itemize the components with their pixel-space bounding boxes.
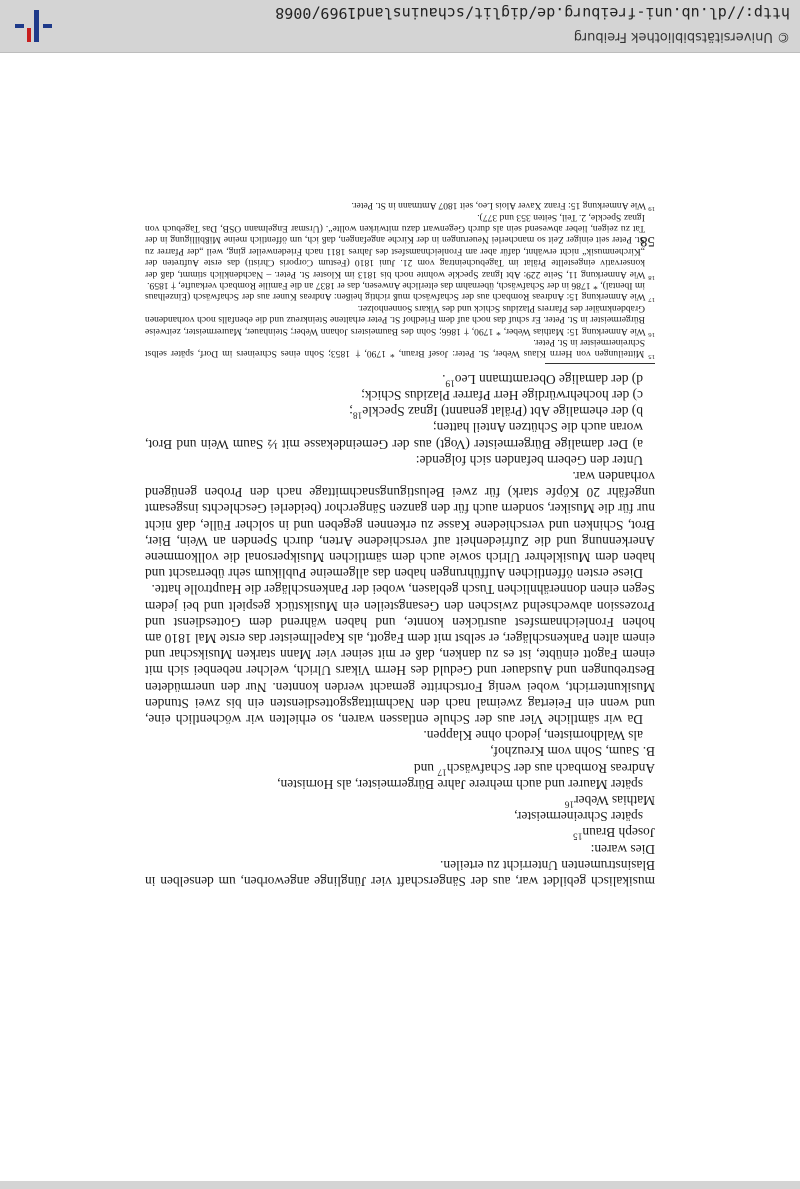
musician-role: als Waldhornisten, jedoch ohne Klappen.	[423, 728, 643, 744]
list-item	[145, 759, 655, 775]
intro-paragraph: musikalisch gebildet war, aus der Sängerschaft vier Jünglinge angeworben, um denselben in Blasinstrumenten Unterricht zu erteilen.	[145, 857, 655, 889]
footnote-ref: 17	[437, 766, 447, 777]
footnote-number: 18	[648, 273, 655, 281]
donor-text: b) der ehemalige Abt (Prälat genannt) Ignaz Speckle	[362, 404, 643, 420]
copyright-text: © Universitätsbibliothek Freiburg	[573, 29, 790, 44]
permalink-url[interactable]: http://dl.ub.uni-freiburg.de/diglit/schauinsland1969/0068	[275, 4, 790, 22]
musician-name: B. Saum, Sohn vom Kreuzhof,	[490, 744, 655, 760]
musician-role: später Schreinermeister,	[514, 809, 643, 825]
footnote-number: 16	[648, 330, 655, 338]
musician-role: und	[413, 760, 438, 776]
donor-text: d) der damalige Oberamtmann Leo	[454, 371, 643, 387]
viewer-footer-bar	[0, 0, 800, 53]
donor-text: c) der hochehrwürdige Herr Pfarrer Plazidus Schick;	[361, 387, 643, 403]
footnote	[145, 302, 655, 336]
musician-name: Mathias Weber	[574, 792, 655, 808]
scanned-page	[145, 200, 655, 889]
dies-waren: Dies waren:	[590, 841, 655, 857]
body-text	[145, 371, 655, 890]
list-item	[145, 371, 655, 387]
donor-list	[145, 371, 655, 452]
viewer-bottom-strip	[0, 1181, 800, 1189]
donor-text: a) Der damalige Bürgermeister (Vogt) aus der Gemeindekasse mit ½ Saum Wein und Brot, woran auch die Schützen Anteil hatten;	[145, 420, 643, 452]
donor-tail: ;	[349, 404, 353, 420]
paragraph-2: Diese ersten öffentlichen Aufführungen haben das allgemeine Publikum sehr überrascht und haben dem Musiklehrer Ulrich sowie auch dem sämtlichen Musikpersonal die vollkommene Anerkennung und die Zufriedenheit auf verschiedene Arten, durch Spenden an Wein, Bier, Brot, Schinken und verschiedene Kasse zu erkennen gegeben und in solcher Fülle, daß nicht nur für die Musiker, sondern auch für den ganzen Sängerchor (beiderlei Geschlechts insgesamt ungefähr 20 Köpfe stark) für zwei Belustigungsnachmittage nach den Proben genügend vorhanden war.	[145, 468, 655, 582]
musician-role: später Maurer und auch mehrere Jahre Bürgermeister, als Hornisten,	[277, 776, 643, 792]
list-item	[145, 776, 655, 808]
footnote-ref: 18	[352, 409, 363, 420]
footnote-text: Wie Anmerkung 15: Mathias Weber, * 1790, † 1866; Sohn des Baumeisters Johann Weber; Steinhauer, Maurermeister, zeitweise Bürgermeister in St. Peter. Er schuf das noch auf dem Friedhof St. Peter erhaltene Steinkreuz und die ebenfalls noch vorhandenen Grabdenkmäler des Pfarrers Plazidus Schick und des Vikars Sonnenholzer.	[145, 302, 649, 337]
footnote	[145, 337, 655, 360]
footnote-number: 15	[648, 353, 655, 361]
footnote-rule	[545, 364, 655, 365]
musician-name: Joseph Braun	[582, 825, 655, 841]
paragraph-1: Da wir sämtliche Vier aus der Schule entlassen waren, so erhielten wir wöchentlich eine, und wenn ein Feiertag zweimal nach den Nachmittagsgottesdiensten ein bis zwei Stunden Musikunterricht, wobei wenig Fortschritte gemacht werden konnten. Nur den unermüdeten Bestrebungen und Ausdauer und Geduld des Herrn Vikars Ulrich, welcher nebenbei sich mit einem Fagott einübte, ist es zu danken, daß er mit seiner vier Mann starken Musikschar und einem alten Pankenschläger, er selbst mit dem Fagott, als Kapellmeister das erste Mal 1810 am hohen Fronleichnamsfest ausrücken konnte, und haben während dem Gottesdienst und Prozession abwechselnd zwischen den Gesangsteilen ein Musikstück gespielt und bei jedem Segen einen donnerähnlichen Tusch geblasen, wobei der Pankenschläger die Hauptrolle hatte.	[145, 582, 655, 727]
donor-tail: .	[442, 371, 446, 387]
footnote-number: 19	[648, 205, 655, 213]
list-item	[145, 387, 655, 403]
footnote-ref: 16	[564, 798, 575, 809]
footnote-text: Mitteilungen von Herrn Klaus Weber, St. Peter: Josef Braun, * 1790, † 1853; Sohn eines Schreiners im Dorf, später selbst Schreinermeister in St. Peter.	[145, 337, 649, 360]
musician-list	[145, 727, 655, 840]
footnote-text: Wie Anmerkung 15: Andreas Rombach aus der Schafwäsch muß richtig heißen: Andreas Kuner aus der Schafwäsch (Einzelhaus im Ibental), * 1786 in der Schafwäsch, übernahm das elterliche Anwesen, das er 1837 an die Familie Rombach verkaufte, † 1859.	[145, 280, 649, 303]
footnotes	[145, 200, 655, 360]
footnote	[145, 280, 655, 303]
list-item	[145, 403, 655, 419]
footnote-text: Wie Anmerkung 15: Franz Xaver Alois Leo, seit 1807 Amtmann in St. Peter.	[351, 200, 649, 212]
footnote-ref: 15	[573, 830, 583, 841]
ub-freiburg-logo-icon[interactable]	[14, 8, 54, 44]
musician-name: Andreas Rombach aus der Schafwäsch	[446, 760, 655, 776]
footnote-text: Wie Anmerkung 11, Seite 229: Abt Ignaz Speckle wohnte noch bis 1813 im Kloster St. Peter. – Nachdenklich stimmt, daß der konservativ eingestellte Prälat im Tagebucheintrag vom 21. Juni 1810 (Festum Corporis Christi) das erste Auftreten der „Kirchenmusik“ nicht erwähnt, dafür aber am Fronleichnamsfest des Jahres 1811 nach Friedenweiler ging, weil „der Pfarrer zu St. Peter seit einiger Zeit so mancherlei Neuerungen in der Kirche angefangen, daß ich, um öffentlich meine Mißbilligung in der Tat zu zeigen, lieber abwesend sein als durch Gegenwart dazu mitwirken wollte“. (Ursmar Engelmann OSB, Das Tagebuch von Ignaz Speckle, 2. Teil, Seiten 353 und 377).	[145, 211, 649, 280]
footnote	[145, 200, 655, 211]
page-number: 58	[640, 233, 655, 249]
list-item	[145, 419, 655, 451]
donors-intro: Unter den Gebern befanden sich folgende:	[415, 452, 643, 468]
footnote-number: 17	[648, 296, 655, 304]
list-item	[145, 727, 655, 759]
list-item	[145, 808, 655, 840]
footnote-ref: 19	[445, 377, 455, 388]
